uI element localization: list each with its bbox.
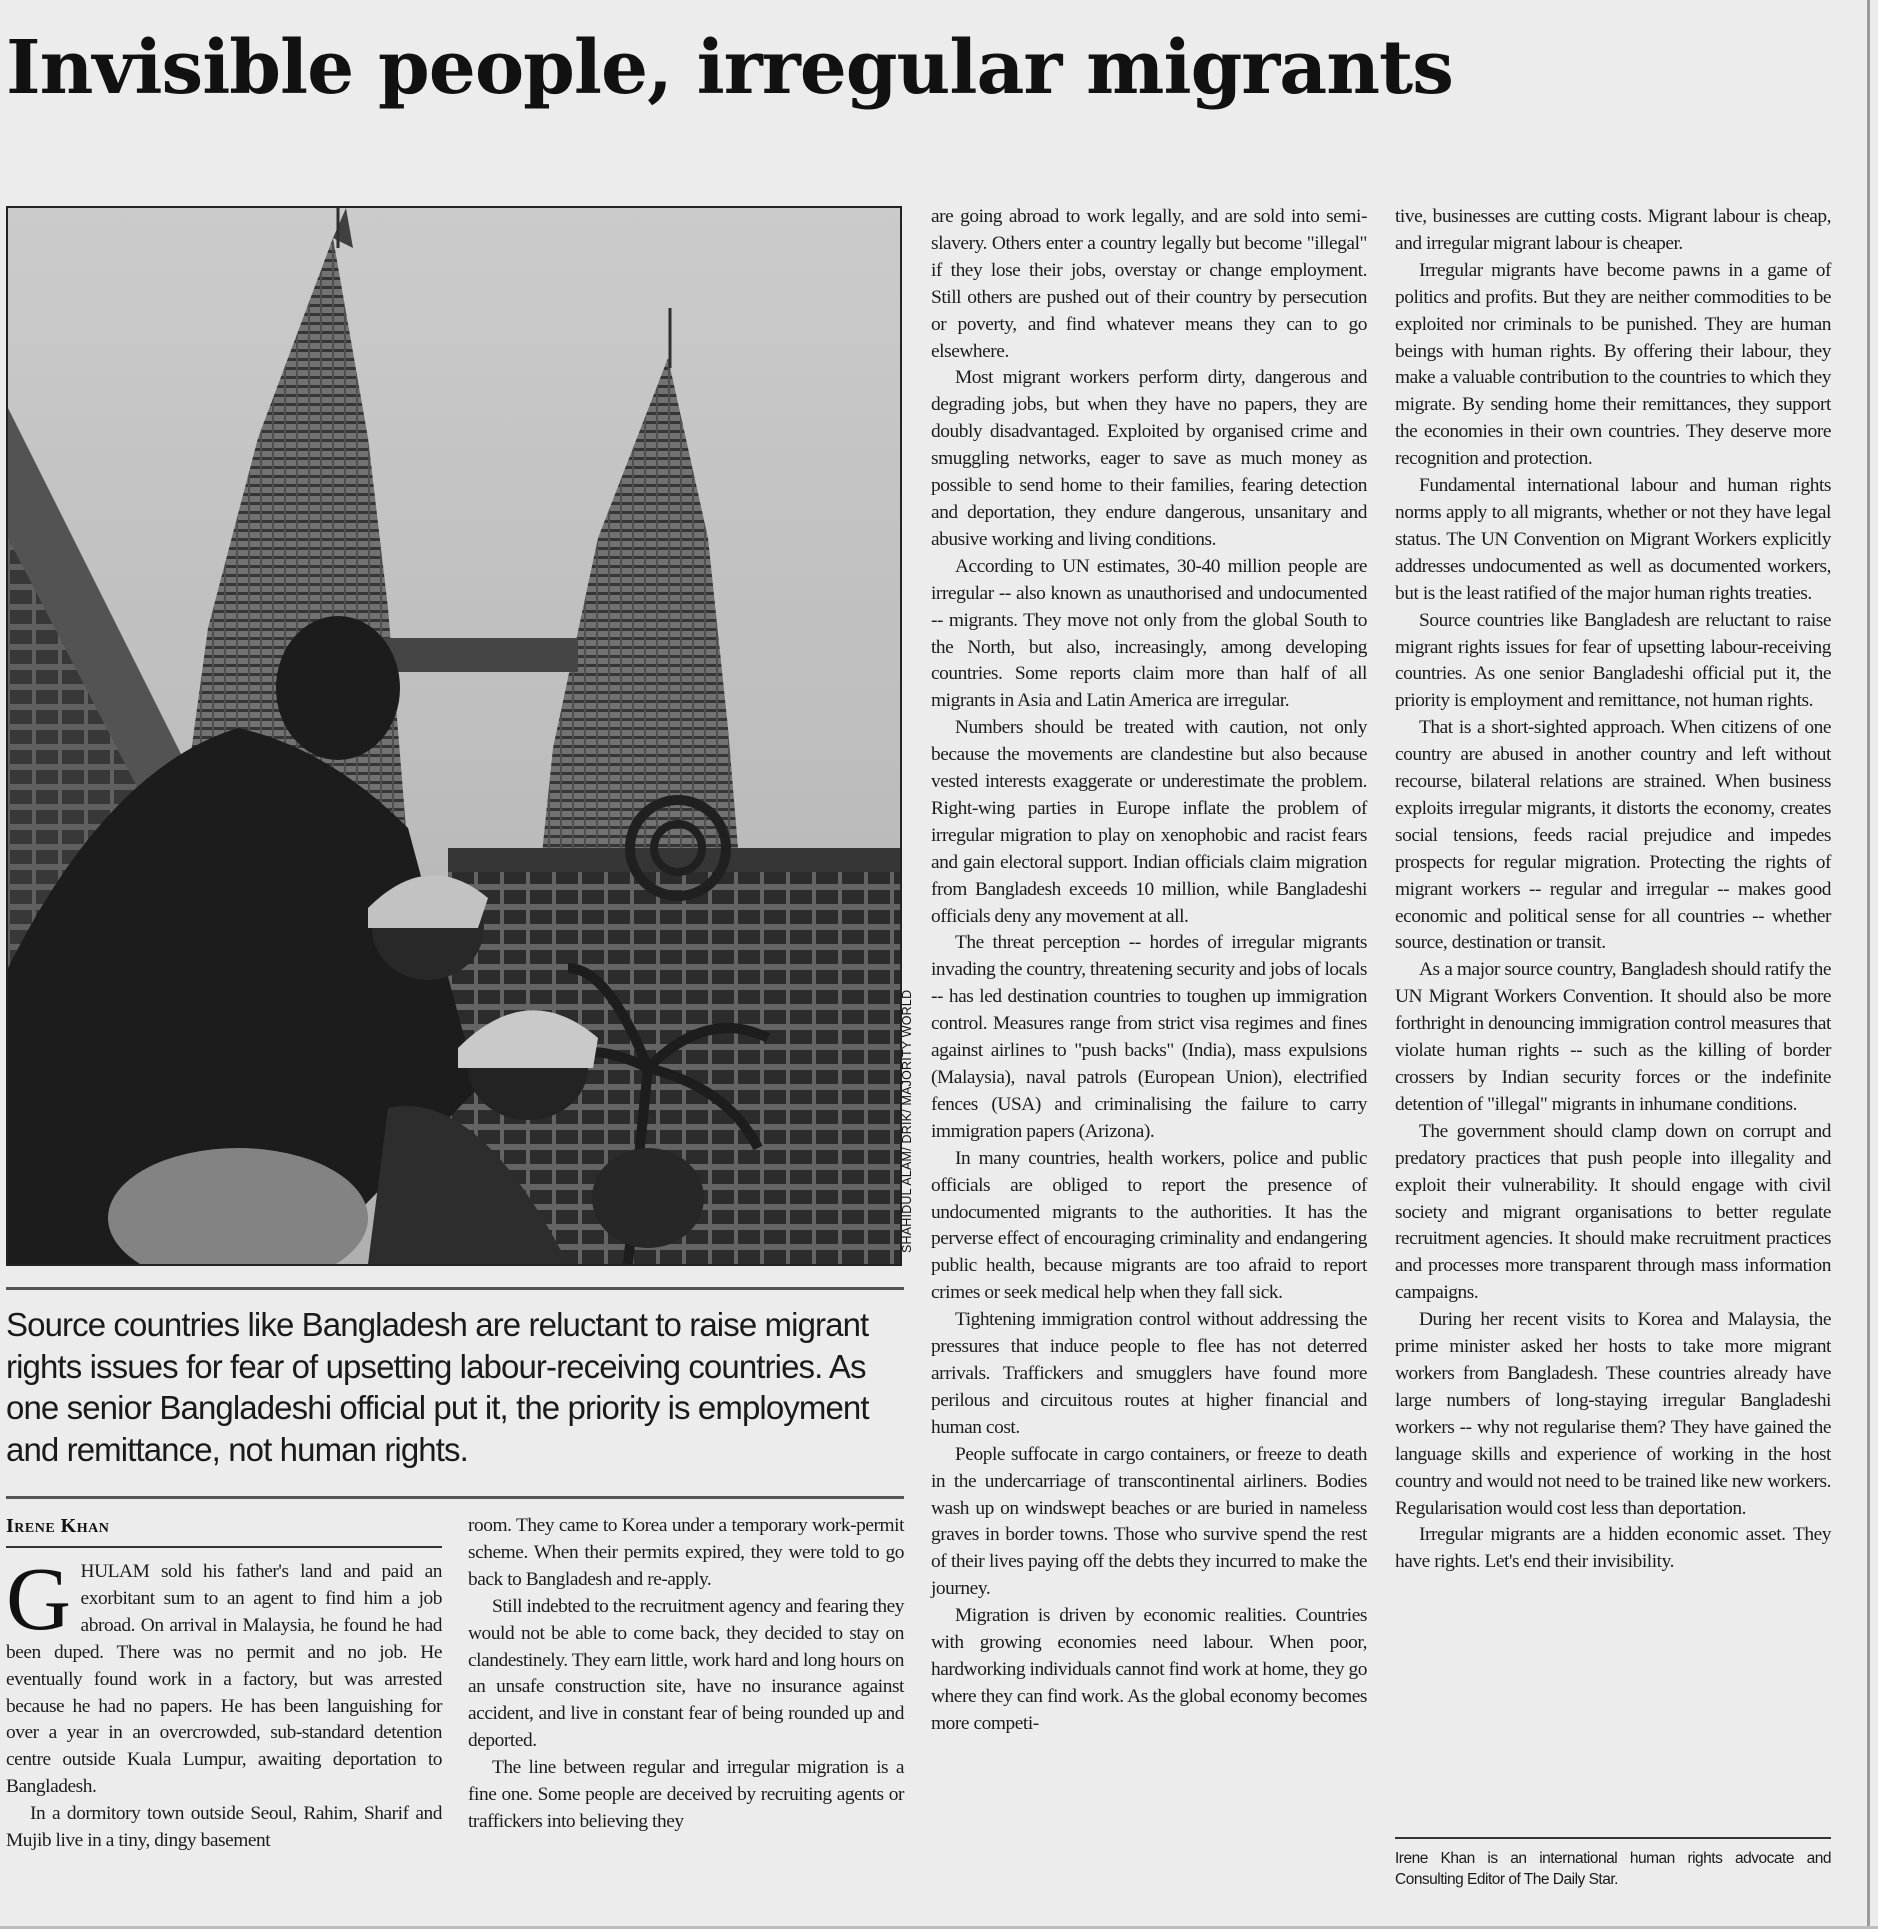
article-paragraph: room. They came to Korea under a temporary work-permit scheme. When their permits expired, they were told to go back to Bangladesh and re-apply. xyxy=(468,1515,904,1590)
article-paragraph: As a major source country, Bangladesh should ratify the UN Migrant Workers Convention. It should also be more forthright in denouncing immigration control measures that violate human rights -- such as the killing of border crossers by Indian security forces or the indefinite detention of "illegal" migrants in inhumane conditions. xyxy=(1395,959,1831,1115)
article-paragraph: Most migrant workers perform dirty, dangerous and degrading jobs, but when they have no papers, they are doubly disadvantaged. Exploited by organised crime and smuggling networks, eager to save as much money as possible to send home to their families, fearing detection and deportation, they endure dangerous, unsanitary and abusive working and living conditions. xyxy=(931,367,1367,550)
article-column-4 xyxy=(1395,204,1831,1576)
endnote-rule xyxy=(1395,1837,1831,1839)
byline: Irene Khan xyxy=(6,1515,110,1537)
article-paragraph: Irregular migrants have become pawns in a game of politics and profits. But they are neither commodities to be exploited nor criminals to be punished. They are human beings with human rights. By offering their labour, they make a valuable contribution to the countries to which they migrate. By sending home their remittances, they support the economies in their own countries. They deserve more recognition and protection. xyxy=(1395,259,1831,470)
article-paragraph: tive, businesses are cutting costs. Migrant labour is cheap, and irregular migrant labour is cheaper. xyxy=(1395,206,1831,254)
article-paragraph: The line between regular and irregular migration is a fine one. Some people are deceived by recruiting agents or traffickers into believing they xyxy=(468,1757,904,1832)
article-paragraph: The threat perception -- hordes of irregular migrants invading the country, threatening security and jobs of locals -- has led destination countries to toughen up immigration control. Measures range from strict visa regimes and fines against airlines to "push backs" (India), mass expulsions (Malaysia), naval patrols (European Union), electrified fences (USA) and criminalising the failure to carry immigration papers (Arizona). xyxy=(931,932,1368,1142)
article-paragraph: During her recent visits to Korea and Malaysia, the prime minister asked her hosts to take more migrant workers from Bangladesh. These countries already have large numbers of long-staying irregular Bangladeshi workers -- why not regularise them? They have gained the language skills and experience of working in the host country and would not need to be trained like new workers. Regularisation would cost less than deportation. xyxy=(1395,1309,1831,1519)
article-column-3 xyxy=(931,204,1367,1738)
article-paragraph: Source countries like Bangladesh are reluctant to raise migrant rights issues for fear of upsetting labour-receiving countries. As one senior Bangladeshi official put it, the priority is employment and remittance, not human rights. xyxy=(1395,609,1831,712)
article-paragraph: Still indebted to the recruitment agency and fearing they would not be able to come back, they decided to stay on clandestinely. They earn little, work hard and long hours on an unsafe construction site, have no insurance against accident, and live in constant fear of being rounded up and deported. xyxy=(468,1595,904,1752)
article-paragraph: are going abroad to work legally, and are sold into semi-slavery. Others enter a country legally but become "illegal" if they lose their jobs, overstay or change employment. Still others are pushed out of their country by persecution or poverty, and find whatever means they can to go elsewhere. xyxy=(931,206,1367,362)
article-paragraph: In many countries, health workers, police and public officials are obliged to report the presence of undocumented migrants to the authorities. It has the perverse effect of encouraging criminality and endangering public health, because migrants are too afraid to report crimes or seek medical help when they fall sick. xyxy=(931,1147,1367,1304)
article-paragraph xyxy=(6,1550,442,1801)
article-paragraph: In a dormitory town outside Seoul, Rahim, Sharif and Mujib live in a tiny, dingy basement xyxy=(6,1803,442,1852)
drop-cap: G xyxy=(6,1550,71,1649)
pullquote-top-rule xyxy=(6,1287,904,1290)
article-paragraph: That is a short-sighted approach. When citizens of one country are abused in another country and left without recourse, bilateral relations are strained. When business exploits irregular migrants, it distorts the economy, creates social tensions, feeds racial prejudice and impedes prospects for regular migration. Protecting the rights of migrant workers -- regular and irregular -- makes good economic and political sense for all countries -- whether source, destination or transit. xyxy=(1395,717,1831,954)
article-column-2 xyxy=(468,1513,904,1836)
byline-rule xyxy=(6,1546,442,1548)
article-photo xyxy=(6,206,902,1266)
article-column-1 xyxy=(6,1550,442,1855)
article-paragraph: People suffocate in cargo containers, or freeze to death in the undercarriage of transcontinental airliners. Bodies wash up on windswept beaches or are buried in nameless graves in border towns. Those who survive spend the rest of their lives paying off the debts they incurred to make the journey. xyxy=(931,1443,1367,1600)
pullquote-bottom-rule xyxy=(6,1496,904,1499)
article-paragraph: Fundamental international labour and human rights norms apply to all migrants, whether or not they have legal status. The UN Convention on Migrant Workers explicitly addresses undocumented as well as documented workers, but is the least ratified of the major human rights treaties. xyxy=(1395,475,1831,604)
article-paragraph: According to UN estimates, 30-40 million people are irregular -- also known as unauthorised and undocumented -- migrants. They move not only from the global South to the North, but also, increasingly, among developing countries. Some reports claim more than half of all migrants in Asia and Latin America are irregular. xyxy=(931,555,1367,712)
page-edge-rule xyxy=(1867,0,1870,1929)
headline: Invisible people, irregular migrants xyxy=(6,25,1453,111)
author-note: Irene Khan is an international human rights advocate and Consulting Editor of The Daily Star. xyxy=(1395,1850,1831,1888)
photo-credit: SHAHIDUL ALAM/ DRIK/ MAJORITY WORLD xyxy=(900,989,914,1253)
lead-word: HULAM xyxy=(80,1561,150,1582)
article-paragraph: Numbers should be treated with caution, not only because the movements are clandestine but also because vested interests exaggerate or underestimate the problem. Right-wing parties in Europe inflate the problem of irregular migration to play on xenophobic and racist fears and gain electoral support. Indian officials claim migration from Bangladesh exceeds 10 million, while Bangladeshi officials deny any movement at all. xyxy=(931,717,1367,927)
article-paragraph: Tightening immigration control without addressing the pressures that induce people to flee has not deterred arrivals. Traffickers and smugglers have found more perilous and circuitous routes at higher financial and human cost. xyxy=(931,1309,1367,1438)
lead-paragraph-text: sold his father's land and paid an exorbitant sum to an agent to find him a job abroad. On arrival in Malaysia, he found he had been duped. There was no permit and no job. He eventually found work in a factory, but was arrested because he had no papers. He has been languishing for over a year in an overcrowded, sub-standard detention centre outside Kuala Lumpur, awaiting deportation to Bangladesh. xyxy=(6,1561,442,1798)
article-paragraph: The government should clamp down on corrupt and predatory practices that push people into illegality and exploit their vulnerability. It should engage with civil society and migrant organisations to better regulate recruitment agencies. It should make recruitment practices and processes more transparent through mass information campaigns. xyxy=(1395,1120,1831,1304)
pull-quote: Source countries like Bangladesh are reluctant to raise migrant rights issues for fear of upsetting labour-receiving countries. As one senior Bangladeshi official put it, the priority is employment and remittance, not human rights. xyxy=(6,1306,869,1468)
article-paragraph: Migration is driven by economic realities. Countries with growing economies need labour. When poor, hardworking individuals cannot find work at home, they go where they can find work. As the global economy becomes more competi- xyxy=(931,1605,1367,1734)
article-paragraph: Irregular migrants are a hidden economic asset. They have rights. Let's end their invisibility. xyxy=(1395,1524,1831,1573)
